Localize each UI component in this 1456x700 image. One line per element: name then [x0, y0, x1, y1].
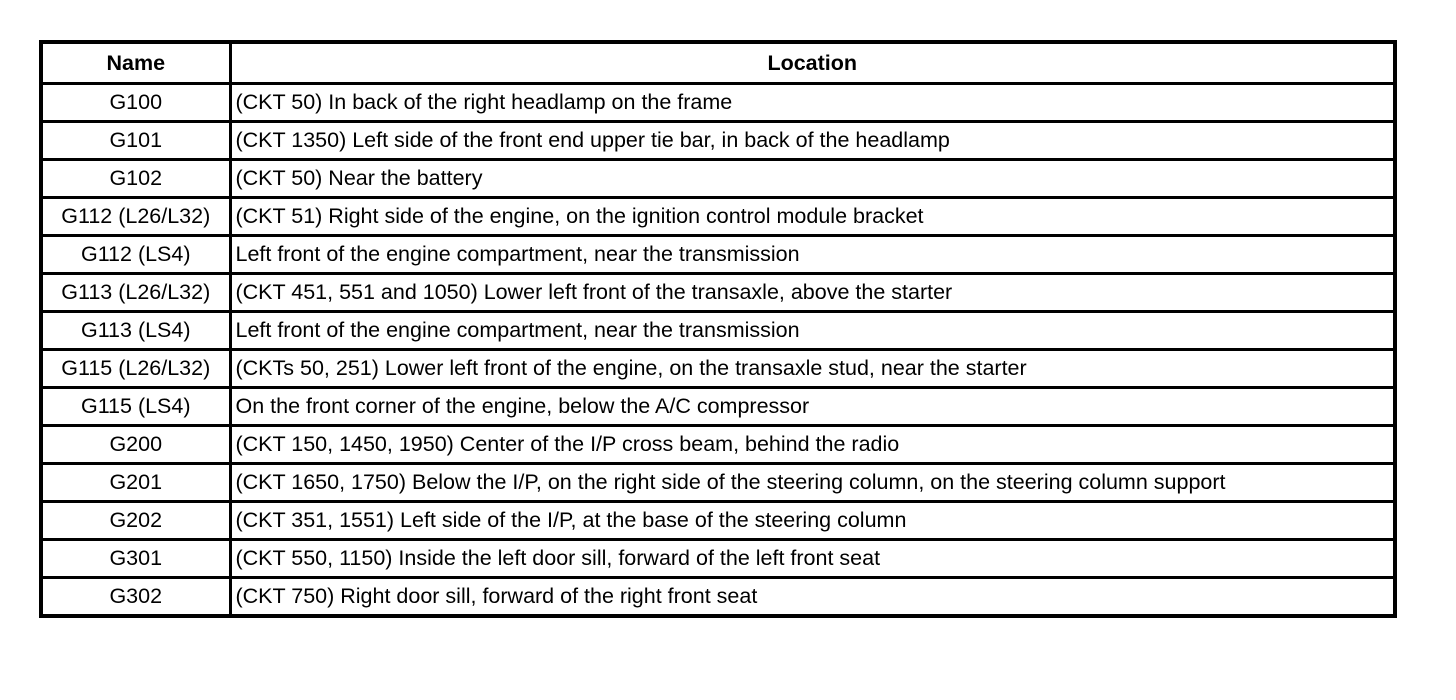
ground-name-cell: G113 (L26/L32) [41, 274, 230, 312]
ground-name-cell: G112 (LS4) [41, 236, 230, 274]
ground-location-cell: (CKT 750) Right door sill, forward of the right front seat [230, 578, 1395, 617]
ground-location-cell: Left front of the engine compartment, near the transmission [230, 236, 1395, 274]
ground-name-cell: G302 [41, 578, 230, 617]
table-row [41, 312, 1395, 350]
ground-location-cell: (CKT 351, 1551) Left side of the I/P, at the base of the steering column [230, 502, 1395, 540]
table-row [41, 274, 1395, 312]
table-row [41, 464, 1395, 502]
ground-name-cell: G201 [41, 464, 230, 502]
ground-name-cell: G100 [41, 84, 230, 122]
table-row [41, 578, 1395, 617]
ground-location-cell: (CKT 451, 551 and 1050) Lower left front of the transaxle, above the starter [230, 274, 1395, 312]
table-row [41, 198, 1395, 236]
column-header-location: Location [230, 42, 1395, 84]
ground-location-cell: On the front corner of the engine, below the A/C compressor [230, 388, 1395, 426]
table-row [41, 426, 1395, 464]
ground-name-cell: G102 [41, 160, 230, 198]
table-row [41, 236, 1395, 274]
ground-name-cell: G113 (LS4) [41, 312, 230, 350]
ground-name-cell: G115 (L26/L32) [41, 350, 230, 388]
ground-name-cell: G101 [41, 122, 230, 160]
ground-location-cell: (CKT 150, 1450, 1950) Center of the I/P cross beam, behind the radio [230, 426, 1395, 464]
ground-location-cell: (CKT 50) In back of the right headlamp on the frame [230, 84, 1395, 122]
ground-location-cell: (CKT 1650, 1750) Below the I/P, on the right side of the steering column, on the steering column support [230, 464, 1395, 502]
table-row [41, 122, 1395, 160]
ground-name-cell: G200 [41, 426, 230, 464]
table-header-row [41, 42, 1395, 84]
table-row [41, 84, 1395, 122]
ground-location-cell: (CKT 550, 1150) Inside the left door sill, forward of the left front seat [230, 540, 1395, 578]
table-row [41, 502, 1395, 540]
ground-locations-table [39, 40, 1397, 618]
ground-name-cell: G202 [41, 502, 230, 540]
ground-location-cell: (CKT 51) Right side of the engine, on the ignition control module bracket [230, 198, 1395, 236]
column-header-name: Name [41, 42, 230, 84]
ground-location-cell: (CKTs 50, 251) Lower left front of the engine, on the transaxle stud, near the starter [230, 350, 1395, 388]
ground-name-cell: G112 (L26/L32) [41, 198, 230, 236]
ground-name-cell: G301 [41, 540, 230, 578]
ground-name-cell: G115 (LS4) [41, 388, 230, 426]
table-row [41, 540, 1395, 578]
ground-location-cell: (CKT 1350) Left side of the front end upper tie bar, in back of the headlamp [230, 122, 1395, 160]
table-row [41, 350, 1395, 388]
ground-location-cell: (CKT 50) Near the battery [230, 160, 1395, 198]
ground-location-cell: Left front of the engine compartment, near the transmission [230, 312, 1395, 350]
table-row [41, 388, 1395, 426]
table-row [41, 160, 1395, 198]
